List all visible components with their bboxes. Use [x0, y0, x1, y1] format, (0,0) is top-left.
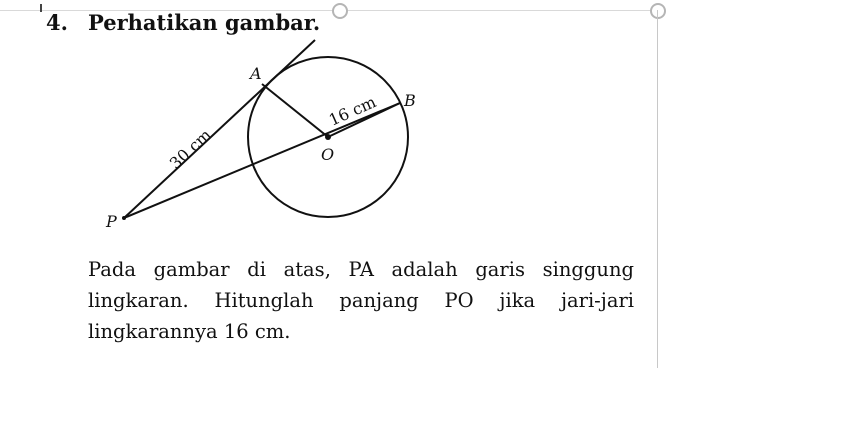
radius-oa [262, 84, 328, 137]
label-radius: 16 cm [325, 92, 379, 130]
label-o: O [321, 145, 335, 164]
question-title: Perhatikan gambar. [88, 10, 321, 35]
question-paragraph: Pada gambar di atas, PA adalah garis singgung lingkaran. Hitunglah panjang PO jika jari-jari lingkarannya 16 cm. [88, 258, 634, 343]
tangent-line-pa [124, 40, 315, 218]
center-point-o [325, 134, 331, 140]
question-number: 4. [46, 10, 68, 35]
label-pa-length: 30 cm [165, 125, 215, 173]
secant-line-pb [124, 103, 400, 218]
point-p [122, 216, 126, 220]
label-a: A [250, 64, 262, 83]
label-b: B [404, 91, 416, 110]
label-p: P [106, 212, 117, 231]
